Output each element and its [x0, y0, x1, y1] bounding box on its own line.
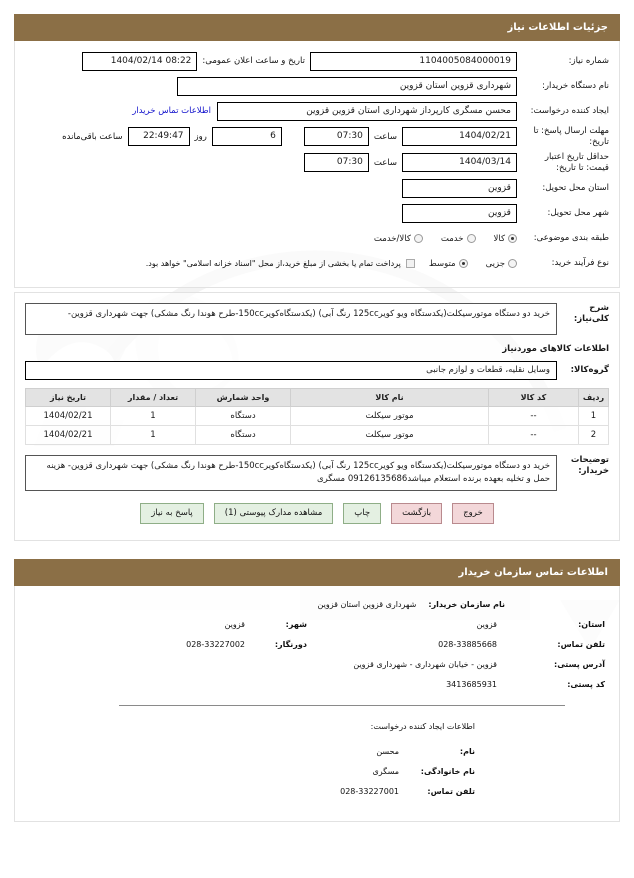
- cell-quantity: 1: [111, 406, 196, 425]
- th-code: کد کالا: [489, 388, 579, 406]
- radio-label-medium: متوسط: [428, 258, 456, 269]
- cell-unit: دستگاه: [196, 425, 291, 444]
- contact-org-row: [29, 600, 605, 609]
- creator-first-name-value: محسن: [376, 746, 399, 756]
- price-validity-label: حداقل تاریخ اعتبار قیمت: تا تاریخ:: [544, 152, 609, 173]
- contact-province-label: استان:: [578, 619, 605, 629]
- creator-label: ایجاد کننده درخواست:: [530, 105, 609, 116]
- cell-code: --: [489, 406, 579, 425]
- contact-fax-label: دورنگار:: [274, 639, 307, 649]
- creator-row: [25, 101, 609, 121]
- delivery-city-value: قزوین: [402, 204, 517, 223]
- contact-info-body: [14, 586, 620, 822]
- process-type-label: نوع فرآیند خرید:: [551, 258, 609, 269]
- creator-info-title: اطلاعات ایجاد کننده درخواست:: [370, 721, 475, 731]
- contact-city-label: شهر:: [285, 619, 307, 629]
- radio-icon-service[interactable]: [467, 234, 476, 243]
- remaining-days-value: 6: [212, 127, 282, 146]
- radio-option-goods[interactable]: [494, 234, 517, 244]
- contact-address-value: قزوین - خیابان شهرداری - شهرداری قزوین: [353, 659, 497, 669]
- contact-postal-label: کد پستی:: [567, 679, 605, 689]
- cell-row: 1: [579, 406, 609, 425]
- price-validity-time-label: ساعت: [373, 157, 397, 168]
- contact-fax-value: 028-33227002: [186, 639, 245, 649]
- delivery-province-value: قزوین: [402, 179, 517, 198]
- creator-last-name-label: نام خانوادگی:: [420, 766, 475, 776]
- subject-classification-radios: [360, 234, 517, 244]
- contact-phone-label: تلفن تماس:: [557, 639, 605, 649]
- radio-icon-minor[interactable]: [508, 259, 517, 268]
- price-validity-row: [25, 152, 609, 173]
- cell-code: --: [489, 425, 579, 444]
- creator-phone-row: [29, 787, 605, 796]
- cell-row: 2: [579, 425, 609, 444]
- contact-info-header: اطلاعات تماس سازمان خریدار: [14, 559, 620, 586]
- delivery-city-label: شهر محل تحویل:: [547, 208, 609, 219]
- goods-group-row: [25, 361, 609, 380]
- price-validity-date-value: 1404/03/14: [402, 153, 517, 172]
- contact-phone-row: [29, 640, 605, 649]
- buyer-notes-row: [25, 455, 609, 491]
- deadline-date-value: 1404/02/21: [402, 127, 517, 146]
- need-summary-text: خرید دو دستگاه موتورسیکلت(یکدستگاه ویو کویر125cc رنگ آبی) (یکدستگاه‌کویر150cc-طرح هوندا رنگ مشکی) جهت شهرداری قزوین-: [25, 303, 557, 335]
- th-name: نام کالا: [291, 388, 489, 406]
- countdown-timer-value: 22:49:47: [128, 127, 190, 146]
- contact-postal-row: [29, 680, 605, 689]
- exit-button[interactable]: خروج: [452, 503, 494, 524]
- need-details-header: جزئیات اطلاعات نیاز: [14, 14, 620, 41]
- buyer-notes-text: خرید دو دستگاه موتورسیکلت(یکدستگاه ویو کویر125cc رنگ آبی) (یکدستگاه‌کویر150cc-طرح هوندا رنگ مشکی) جهت شهرداری قزوین- هزینه حمل و تخلیه بعهده برنده استعلام میباشد09126135686 مسگری: [25, 455, 557, 491]
- print-button[interactable]: چاپ: [343, 503, 381, 524]
- goods-group-label: گروه‌کالا:: [570, 365, 609, 375]
- need-number-row: [25, 51, 609, 71]
- cell-date: 1404/02/21: [26, 406, 111, 425]
- radio-option-medium[interactable]: [429, 259, 468, 269]
- subject-classification-label: طبقه بندی موضوعی:: [533, 233, 609, 244]
- creator-phone-value: 028-33227001: [340, 786, 399, 796]
- contact-address-row: [29, 660, 605, 669]
- goods-table-header-row: [26, 388, 609, 406]
- deadline-time-value: 07:30: [304, 127, 369, 146]
- goods-group-value: وسایل نقلیه، قطعات و لوازم جانبی: [25, 361, 557, 380]
- radio-option-minor[interactable]: [486, 259, 517, 269]
- buyer-org-row: [25, 76, 609, 96]
- table-row: [26, 406, 609, 425]
- process-type-row: [25, 254, 609, 274]
- treasury-bond-label: پرداخت تمام یا بخشی از مبلغ خرید،از محل "اسناد خزانه اسلامی" خواهد بود.: [145, 259, 401, 268]
- deadline-label: مهلت ارسال پاسخ: تا تاریخ:: [533, 126, 609, 147]
- th-date: تاریخ نیاز: [26, 388, 111, 406]
- radio-icon-goods[interactable]: [508, 234, 517, 243]
- delivery-province-label: استان محل تحویل:: [542, 183, 609, 194]
- cell-date: 1404/02/21: [26, 425, 111, 444]
- radio-icon-medium[interactable]: [459, 259, 468, 268]
- creator-first-name-row: [29, 747, 605, 756]
- radio-icon-goods-service[interactable]: [414, 234, 423, 243]
- back-button[interactable]: بازگشت: [391, 503, 442, 524]
- th-unit: واحد شمارش: [196, 388, 291, 406]
- goods-table: [25, 388, 609, 445]
- th-row: ردیف: [579, 388, 609, 406]
- contact-address-label: آدرس پستی:: [554, 659, 605, 669]
- delivery-province-row: [25, 179, 609, 199]
- contact-province-value: قزوین: [476, 619, 497, 629]
- th-quantity: تعداد / مقدار: [111, 388, 196, 406]
- cell-name: موتور سیکلت: [291, 406, 489, 425]
- announce-value: 1404/02/14 08:22: [82, 52, 197, 71]
- buyer-contact-link[interactable]: اطلاعات تماس خریدار: [132, 106, 211, 116]
- contact-phone-value: 028-33885668: [438, 639, 497, 649]
- delivery-city-row: [25, 204, 609, 224]
- creator-last-name-row: [29, 767, 605, 776]
- need-details-body: [14, 41, 620, 288]
- table-row: [26, 425, 609, 444]
- contact-province-row: [29, 620, 605, 629]
- cell-name: موتور سیکلت: [291, 425, 489, 444]
- process-type-radios: [415, 259, 517, 269]
- creator-last-name-value: مسگری: [372, 766, 399, 776]
- contact-org-value: شهرداری قزوین استان قزوین: [317, 599, 417, 609]
- action-button-bar: [25, 503, 609, 524]
- price-validity-time-value: 07:30: [304, 153, 369, 172]
- view-attachments-button[interactable]: مشاهده مدارک پیوستی (1): [214, 503, 333, 524]
- radio-option-goods-service[interactable]: [374, 234, 423, 244]
- respond-to-need-button[interactable]: پاسخ به نیاز: [140, 503, 204, 524]
- announce-label: تاریخ و ساعت اعلان عمومی:: [202, 56, 305, 66]
- need-summary-row: [25, 303, 609, 335]
- countdown-timer-label: ساعت باقی‌مانده: [62, 131, 123, 142]
- need-summary-label: شرح کلی‌نیاز:: [573, 302, 609, 324]
- need-number-value: 1104005084000019: [310, 52, 517, 71]
- creator-value: محسن مسگری کارپرداز شهرداری استان قزوین قزوین: [217, 102, 517, 121]
- radio-option-service[interactable]: [441, 234, 476, 244]
- need-number-label: شماره نیاز:: [568, 55, 609, 66]
- summary-and-goods-panel: [14, 292, 620, 541]
- contact-divider: [119, 705, 565, 706]
- treasury-bond-checkbox[interactable]: [406, 259, 415, 268]
- radio-label-goods: کالا: [493, 233, 505, 244]
- deadline-time-label: ساعت: [373, 131, 397, 142]
- creator-phone-label: تلفن تماس:: [427, 786, 475, 796]
- deadline-row: [25, 126, 609, 147]
- contact-city-value: قزوین: [224, 619, 245, 629]
- remaining-days-unit: روز: [194, 131, 207, 142]
- contact-org-label: نام سازمان خریدار:: [428, 599, 505, 609]
- buyer-org-value: شهرداری قزوین استان قزوین: [177, 77, 517, 96]
- buyer-org-label: نام دستگاه خریدار:: [542, 80, 609, 91]
- radio-label-minor: جزیی: [485, 258, 505, 269]
- radio-label-goods-service: کالا/خدمت: [373, 233, 411, 244]
- goods-section-title: اطلاعات کالاهای موردنیاز: [502, 343, 609, 354]
- cell-unit: دستگاه: [196, 406, 291, 425]
- subject-classification-row: [25, 229, 609, 249]
- creator-first-name-label: نام:: [459, 746, 475, 756]
- cell-quantity: 1: [111, 425, 196, 444]
- buyer-notes-label: توضیحات خریدار:: [570, 454, 609, 476]
- radio-label-service: خدمت: [440, 233, 464, 244]
- contact-postal-value: 3413685931: [446, 679, 497, 689]
